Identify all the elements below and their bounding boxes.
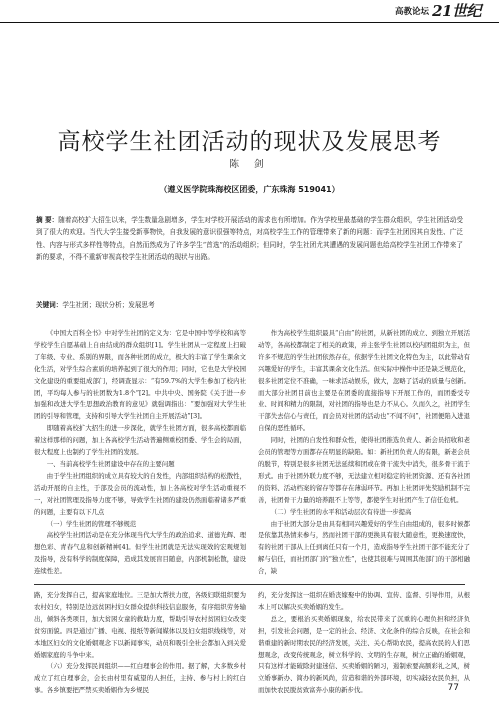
article-title: 高校学生社团活动的现状及发展思考 xyxy=(57,129,442,156)
subsection-heading: （一）学生社团的管理不够规范 xyxy=(46,519,137,528)
paragraph: 约，充分发挥这一组织在婚丧嫁娶中的协调、宣传、监督、引导作用，从根本上可以解决买卖婚姻的发生。 xyxy=(258,591,470,611)
article-author: 陈 剑 xyxy=(229,159,270,170)
section-heading: 一、当前高校学生社团建设中存在的主要问题 xyxy=(46,459,175,468)
subsection-heading: （二）学生社团的水平和活动层次有待进一步提高 xyxy=(270,507,412,516)
header-rule xyxy=(0,22,499,23)
body-column-right-upper xyxy=(258,328,470,578)
body-column-left-lower xyxy=(34,590,246,697)
page-number: 77 xyxy=(447,683,459,693)
abstract-text: 随着高校扩大招生以来，学生数量急剧增多，学生对学校开展活动的需求也有所增加。作为学校里最基础的学生群众组织，学生社团活动受到了很大的欢迎。当代大学生接受新事物快，自我发展的意识很强等特点，对高校学生工作的管理带来了新的问题：而学生社团因其自发性、广泛性、内容与形式多样性等特点，自然而然成为了许多学生“首选”的活动组织；但同时，学生社团尤其遭遇的发展问题也给高校学生社团工作带来了新的要求，不得不重新审视高校学生社团活动的现状与出路。 xyxy=(36,216,464,262)
keywords xyxy=(36,299,463,309)
paragraph: 《中国大百科全书》中对学生社团的定义为：它是中国中等学校和高等学校学生自愿基础上自由结成的群众组织[1]。学生社团从一定程度上扫破了年级、专业、系别的界限，而各种社团的成立，极大的丰富了学生课余文化生活，对学生综合素质的培养起到了很大的作用；同时，它也是大学校园文化建设的重要组成部门，经调查显示：“有59.7%的大学生参加了校内社团，平均每人参与的社团数为1.8个”[2]。中共中央、国务院《关于进一步加强和改进大学生思想政治教育的意见》就强调指出：“要加强对大学生社团的引导和管理，支持和引导大学生社团自主开展活动”[3]。 xyxy=(34,329,246,421)
abstract xyxy=(36,214,463,264)
abstract-label: 摘 要： xyxy=(36,216,59,224)
body-column-left-upper xyxy=(34,328,246,578)
author-affiliation: （遵义医学院珠海校区团委，广东珠海 519041） xyxy=(159,185,340,194)
article-divider xyxy=(34,584,465,585)
section-label: 高教论坛 xyxy=(394,7,429,17)
paragraph: 高校学生社团活动是在充分体现当代大学生的政治追求、道德光辉、理想色彩、青春气息和创新精神[4]。但学生社团就是无法实现效的宏观规划及指导，没有科学的制度保障，造成其发展盲目随意，内部机制松散，建设连续性差。 xyxy=(34,531,246,576)
body-column-right-lower xyxy=(258,590,470,697)
paragraph: 路，充分发挥自己，提高家庭地位。三是加大帮扶力度，各级妇联组织要为农村妇女，特别是边远贫困村妇女群众提供科技信息服务，有序组织劳务输出，倾斜各类项目，加大贫困女童的救助力度，帮助引导农村贫困妇女改变贫穷面貌。四是通过广播、电视、报纸等新闻媒体以及妇女组织线线等，对本地区妇女的文化婚姻观念下以新闻事实，动员和吸引全社会都加入到关爱婚姻家庭的斗争中来。 xyxy=(34,591,246,659)
running-header xyxy=(0,0,499,27)
paragraph: 作为高校学生组织最具“自由”的社团，从新社团的成立、到独立开展活动等，各高校都制定了相关的政策，并主张学生社团以校内团组织为主，但许多不规范的学生社团依然存在，依据学生社团文化特色为主，以此带动有兴趣爱好的学生，丰富其课余文化生活。但实际中操作中还是缺乏规范化，很多社团定位不准确，一味求活动娱乐，做大，忽略了活动的质量与创新。而大部分社团目前也主要是在团委的直接指导下开展工作的，而团委受专业、时间和精力的限制，对社团的指导也是力不从心。久而久之，社团学生干部失去信心与责任，而会员对社团的活动也“不闻不问”，社团便陷入进退自保的恶性循环。 xyxy=(258,329,470,433)
journal-logo: 21世纪 xyxy=(432,2,481,20)
keywords-label: 关键词： xyxy=(36,301,63,309)
paragraph: 总之，要根治买卖婚姻现象，给农民带来了沉重的心理负担和经济负担，引发社会问题，是一定的社会、经济、文化条件的综合反映，在社会和谐重建的新时期农民的经济发展，关注、关心帮助农民，提高农民的人们思想观念，改变传统观念，树立科学的、文明的生存观，树立正确的婚姻观，只有这样才能破除封建迷信、买卖婚姻的陋习，遏制索要高额彩礼之风，树立婚事新办、简办的新风尚，营造和谐的外部环境，切实减轻农民负担，从而加快农民脱贫致富奔小康的新步伐。 xyxy=(258,614,470,695)
paragraph: 即随着高校扩大招生的进一步深化，就学生社团方面，很多高校都面临着这样那样的问题，加上各高校学生活动普遍侧重校团委、学生会的局面，很大程度上也制约了学生社团的发展。 xyxy=(34,424,246,457)
paragraph: 由于社团大部分是由具有相同兴趣爱好的学生自由组成的，很多时候都是依靠其热情来参与，然而社团干部的更换具有很大随意性，更换速度快，有的社团干部从上任到离任只有一个月，造成指导学生社团干部不能充分了解与信任，而社团部门的“独立性”，也使其很难与周围其他部门的干部相融合，缺 xyxy=(258,519,470,576)
paragraph: 同时，社团的自发性和群众性，使得社团推选负责人、新会员招收和老会员的管理等方面都存在明显的缺陷。如：新社团负责人的有限，新老会员的脱节，特别是很多社团无法延续和团或在骨干流失中消失，很多骨干流于形式。由于社团外联力度不够，无法建立相对稳定的社团资源、还有各社团的资料、活动档案的留存等都存在薄弱环节。再加上社团评先奖励机制不完善，社团骨干力量的培养跟不上等等，都使学生对社团产生了信任危机。 xyxy=(258,436,470,504)
paragraph: （六）充分发挥民间组织——红白理事会的作用。据了解，大多数乡村成立了红白理事会，会长由村里有威望的人担任，主持、参与村上的红白事。各乡镇要把严禁买卖婚姻作为乡规民 xyxy=(34,662,246,695)
paragraph: 由于学生社团组织的成立具有较大的自发性，内部组织结构的松散性，活动开展的自主性，于部及会员的流动性，加上各高校对学生活动重视不一，对社团管理及指导力度不够，导致学生社团的建设仍然面临着诸多严重的问题，主要有以下几点 xyxy=(34,471,246,516)
keywords-text: 学生社团；现状分析；发展思考 xyxy=(62,301,155,309)
